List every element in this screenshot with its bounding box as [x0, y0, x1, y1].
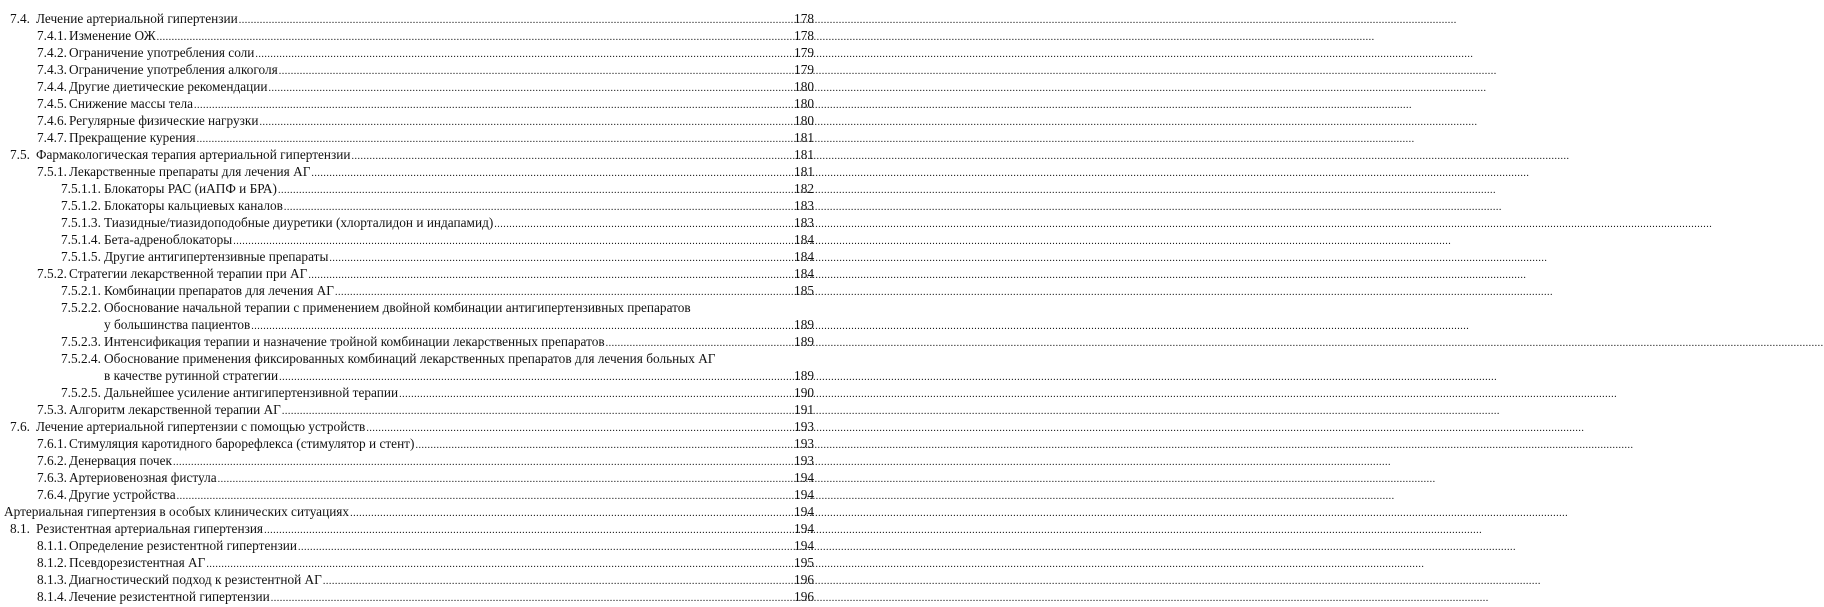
toc-entry-number: 7.5.2.1.: [61, 283, 101, 298]
toc-entry-line: [0, 503, 814, 520]
toc-entry-page-number: 181: [794, 164, 814, 179]
toc-entry-page-number: 179: [794, 45, 814, 60]
toc-entry-line: [0, 299, 814, 316]
toc-entry[interactable]: [0, 61, 814, 78]
toc-entry[interactable]: [0, 231, 814, 248]
toc-entry-line: [0, 537, 814, 554]
toc-entry-title: Стратегии лекарственной терапии при АГ: [69, 266, 308, 281]
toc-entry-line: [0, 248, 814, 265]
toc-entry[interactable]: [0, 197, 814, 214]
toc-entry-page-number: 196: [794, 572, 814, 587]
toc-entry[interactable]: [0, 146, 814, 163]
toc-entry-page-number: 194: [794, 470, 814, 485]
toc-entry-title: Бета-адреноблокаторы: [104, 232, 233, 247]
toc-entry-title: Другие диетические рекомендации: [69, 79, 268, 94]
toc-entry-line: [0, 588, 814, 605]
toc-entry-number: 7.4.1.: [37, 28, 67, 43]
toc-entry-page-number: 181: [794, 130, 814, 145]
toc-entry-title: Артериовенозная фистула: [69, 470, 217, 485]
toc-entry[interactable]: [0, 486, 814, 503]
toc-entry-number: 7.5.2.5.: [61, 385, 101, 400]
toc-entry-number: 7.6.4.: [37, 487, 67, 502]
toc-entry-title: Обоснование применения фиксированных комбинаций лекарственных препаратов для лечения больных АГ: [104, 351, 716, 366]
toc-entry[interactable]: [0, 95, 814, 112]
toc-entry-line: [0, 78, 814, 95]
toc-entry[interactable]: [0, 163, 814, 180]
toc-entry-title: Лечение артериальной гипертензии с помощью устройств: [36, 419, 366, 434]
toc-entry[interactable]: [0, 44, 814, 61]
toc-entry-line: [0, 231, 814, 248]
toc-entry-line: [0, 61, 814, 78]
toc-entry-title: Лекарственные препараты для лечения АГ: [69, 164, 311, 179]
toc-entry[interactable]: [0, 469, 814, 486]
toc-entry-line: [0, 384, 814, 401]
toc-entry-page-number: 189: [794, 368, 814, 383]
toc-entry-number: 7.6.: [10, 419, 30, 434]
toc-entry-line: [0, 112, 814, 129]
toc-entry-title: Денервация почек: [69, 453, 172, 468]
table-of-contents: [0, 0, 814, 605]
toc-entry[interactable]: [0, 129, 814, 146]
toc-entry[interactable]: [0, 333, 814, 350]
toc-entry-number: 7.5.1.1.: [61, 181, 101, 196]
toc-entry-line: [0, 27, 814, 44]
toc-entry-number: 7.6.2.: [37, 453, 67, 468]
toc-entry-number: 7.5.1.: [37, 164, 67, 179]
toc-entry-page-number: 184: [794, 266, 814, 281]
toc-entry-number: 7.5.2.3.: [61, 334, 101, 349]
toc-entry-number: 7.4.6.: [37, 113, 67, 128]
toc-entry-title-continued: в качестве рутинной стратегии: [104, 368, 279, 383]
toc-entry[interactable]: [0, 520, 814, 537]
toc-entry-line: [0, 0, 814, 10]
toc-entry[interactable]: [0, 299, 814, 333]
toc-entry[interactable]: [0, 0, 814, 10]
toc-entry-page-number: 184: [794, 232, 814, 247]
toc-entry-title: Блокаторы РАС (иАПФ и БРА): [104, 181, 277, 196]
toc-entry-page-number: 182: [794, 181, 814, 196]
toc-entry-line: [0, 10, 814, 27]
toc-entry-number: 8.1.1.: [37, 538, 67, 553]
toc-entry-number: 7.4.3.: [37, 62, 67, 77]
toc-entry-page-number: 180: [794, 96, 814, 111]
toc-entry[interactable]: [0, 554, 814, 571]
toc-entry-page-number: 190: [794, 385, 814, 400]
toc-entry-title: Лечение артериальной гипертензии: [36, 11, 238, 26]
toc-entry[interactable]: [0, 418, 814, 435]
toc-entry[interactable]: [0, 435, 814, 452]
toc-entry-number: 8.1.4.: [37, 589, 67, 604]
toc-entry-line: [0, 316, 814, 333]
toc-entry-page-number: 193: [794, 453, 814, 468]
toc-entry-line: [0, 163, 814, 180]
toc-entry[interactable]: [0, 27, 814, 44]
toc-entry-leader-dots: [271, 590, 793, 607]
toc-entry-line: [0, 95, 814, 112]
toc-entry-title: Резистентная артериальная гипертензия: [36, 521, 264, 536]
toc-entry-number: 7.4.2.: [37, 45, 67, 60]
toc-entry-line: [0, 197, 814, 214]
toc-entry[interactable]: [0, 350, 814, 384]
toc-entry-page-number: 194: [794, 538, 814, 553]
toc-entry-page-number: 183: [794, 215, 814, 230]
toc-entry-page-number: 194: [794, 521, 814, 536]
toc-entry-line: [0, 486, 814, 503]
toc-entry-page-number: 193: [794, 436, 814, 451]
toc-entry[interactable]: [0, 537, 814, 554]
toc-entry-title: Другие антигипертензивные препараты: [104, 249, 329, 264]
toc-entry-line: [0, 418, 814, 435]
toc-entry-title: Другие устройства: [69, 487, 176, 502]
toc-entry[interactable]: [0, 112, 814, 129]
toc-entry[interactable]: [0, 571, 814, 588]
toc-entry-page-number: 194: [794, 487, 814, 502]
toc-entry-number: 7.5.2.: [37, 266, 67, 281]
toc-entry-page-number: 181: [794, 147, 814, 162]
toc-entry-line: [0, 265, 814, 282]
toc-entry-title: Ограничение употребления алкоголя: [69, 62, 278, 77]
toc-entry-page-number: 179: [794, 62, 814, 77]
toc-entry-line: [0, 435, 814, 452]
toc-entry-title: Лечение резистентной гипертензии: [69, 589, 270, 604]
toc-entry-title: Комбинации препаратов для лечения АГ: [104, 283, 334, 298]
toc-entry-number: 7.5.: [10, 147, 30, 162]
toc-entry-page-number: 185: [794, 283, 814, 298]
toc-entry-page-number: 178: [794, 11, 814, 26]
toc-entry-number: 7.5.3.: [37, 402, 67, 417]
toc-entry-number: 7.4.7.: [37, 130, 67, 145]
toc-entry[interactable]: [0, 503, 814, 520]
toc-entry-number: 7.4.4.: [37, 79, 67, 94]
toc-entry-page-number: 178: [794, 28, 814, 43]
toc-entry-page-number: 180: [794, 113, 814, 128]
toc-entry-line: [0, 452, 814, 469]
toc-entry-line: [0, 469, 814, 486]
toc-entry[interactable]: [0, 282, 814, 299]
toc-entry-title: Фармакологическая терапия артериальной гипертензии: [36, 147, 351, 162]
toc-entry-page-number: 183: [794, 198, 814, 213]
toc-entry-number: 7.5.1.3.: [61, 215, 101, 230]
toc-entry[interactable]: [0, 214, 814, 231]
toc-entry-line: [0, 129, 814, 146]
toc-entry-number: 7.5.2.2.: [61, 300, 101, 315]
toc-entry-number: 7.5.1.4.: [61, 232, 101, 247]
toc-entry-title: Регулярные физические нагрузки: [69, 113, 259, 128]
toc-entry-line: [0, 520, 814, 537]
toc-entry-number: 7.5.1.2.: [61, 198, 101, 213]
toc-entry-title: Диагностический подход к резистентной АГ: [69, 572, 322, 587]
toc-entry[interactable]: [0, 78, 814, 95]
toc-entry-line: [0, 282, 814, 299]
toc-entry-line: [0, 214, 814, 231]
toc-entry-number: 7.5.2.4.: [61, 351, 101, 366]
toc-entry-line: [0, 180, 814, 197]
toc-entry-title: Обоснование начальной терапии с применением двойной комбинации антигипертензивных препаратов: [104, 300, 691, 315]
toc-entry-page-number: 184: [794, 249, 814, 264]
toc-entry-title: Алгоритм лекарственной терапии АГ: [69, 402, 281, 417]
toc-entry-line: [0, 146, 814, 163]
toc-entry-title: Артериальная гипертензия в особых клинических ситуациях: [4, 504, 350, 519]
toc-entry[interactable]: [0, 10, 814, 27]
toc-entry-number: 7.5.1.5.: [61, 249, 101, 264]
toc-entry-line: [0, 571, 814, 588]
toc-entry-page-number: 194: [794, 504, 814, 519]
toc-entry-title: Изменение ОЖ: [69, 28, 156, 43]
toc-entry-line: [0, 333, 814, 350]
toc-entry-number: 8.1.: [10, 521, 30, 536]
toc-entry-title: Блокаторы кальциевых каналов: [104, 198, 283, 213]
toc-entry-page-number: 196: [794, 589, 814, 604]
toc-entry[interactable]: [0, 180, 814, 197]
toc-entry-title: Стимуляция каротидного барорефлекса (стимулятор и стент): [69, 436, 415, 451]
toc-entry-title: Тиазидные/тиазидоподобные диуретики (хлорталидон и индапамид): [104, 215, 494, 230]
toc-entry-number: 7.6.1.: [37, 436, 67, 451]
toc-entry[interactable]: [0, 452, 814, 469]
toc-entry[interactable]: [0, 265, 814, 282]
toc-entry-title: Псевдорезистентная АГ: [69, 555, 206, 570]
toc-entry-page-number: 189: [794, 317, 814, 332]
toc-entry-title: Снижение массы тела: [69, 96, 194, 111]
toc-entry-title: Определение резистентной гипертензии: [69, 538, 297, 553]
toc-entry-number: 7.4.5.: [37, 96, 67, 111]
toc-entry-title: Прекращение курения: [69, 130, 196, 145]
toc-entry-page-number: 180: [794, 79, 814, 94]
toc-entry-line: [0, 554, 814, 571]
toc-entry-line: [0, 401, 814, 418]
toc-entry-number: 7.6.3.: [37, 470, 67, 485]
toc-entry-page-number: 195: [794, 555, 814, 570]
toc-entry-page-number: 191: [794, 402, 814, 417]
toc-entry-page-number: 189: [794, 334, 814, 349]
toc-entry-title-continued: у большинства пациентов: [104, 317, 251, 332]
toc-entry-line: [0, 367, 814, 384]
toc-entry-line: [0, 44, 814, 61]
toc-entry-title: Ограничение употребления соли: [69, 45, 255, 60]
toc-entry-line: [0, 350, 814, 367]
toc-entry-number: 7.4.: [10, 11, 30, 26]
toc-entry-title: Дальнейшее усиление антигипертензивной терапии: [104, 385, 399, 400]
toc-entry-page-number: 193: [794, 419, 814, 434]
toc-entry[interactable]: [0, 401, 814, 418]
toc-entry-title: Интенсификация терапии и назначение тройной комбинации лекарственных препаратов: [104, 334, 605, 349]
toc-entry-number: 8.1.2.: [37, 555, 67, 570]
toc-entry[interactable]: [0, 248, 814, 265]
toc-entry[interactable]: [0, 384, 814, 401]
toc-entry[interactable]: [0, 588, 814, 605]
toc-entry-number: 8.1.3.: [37, 572, 67, 587]
